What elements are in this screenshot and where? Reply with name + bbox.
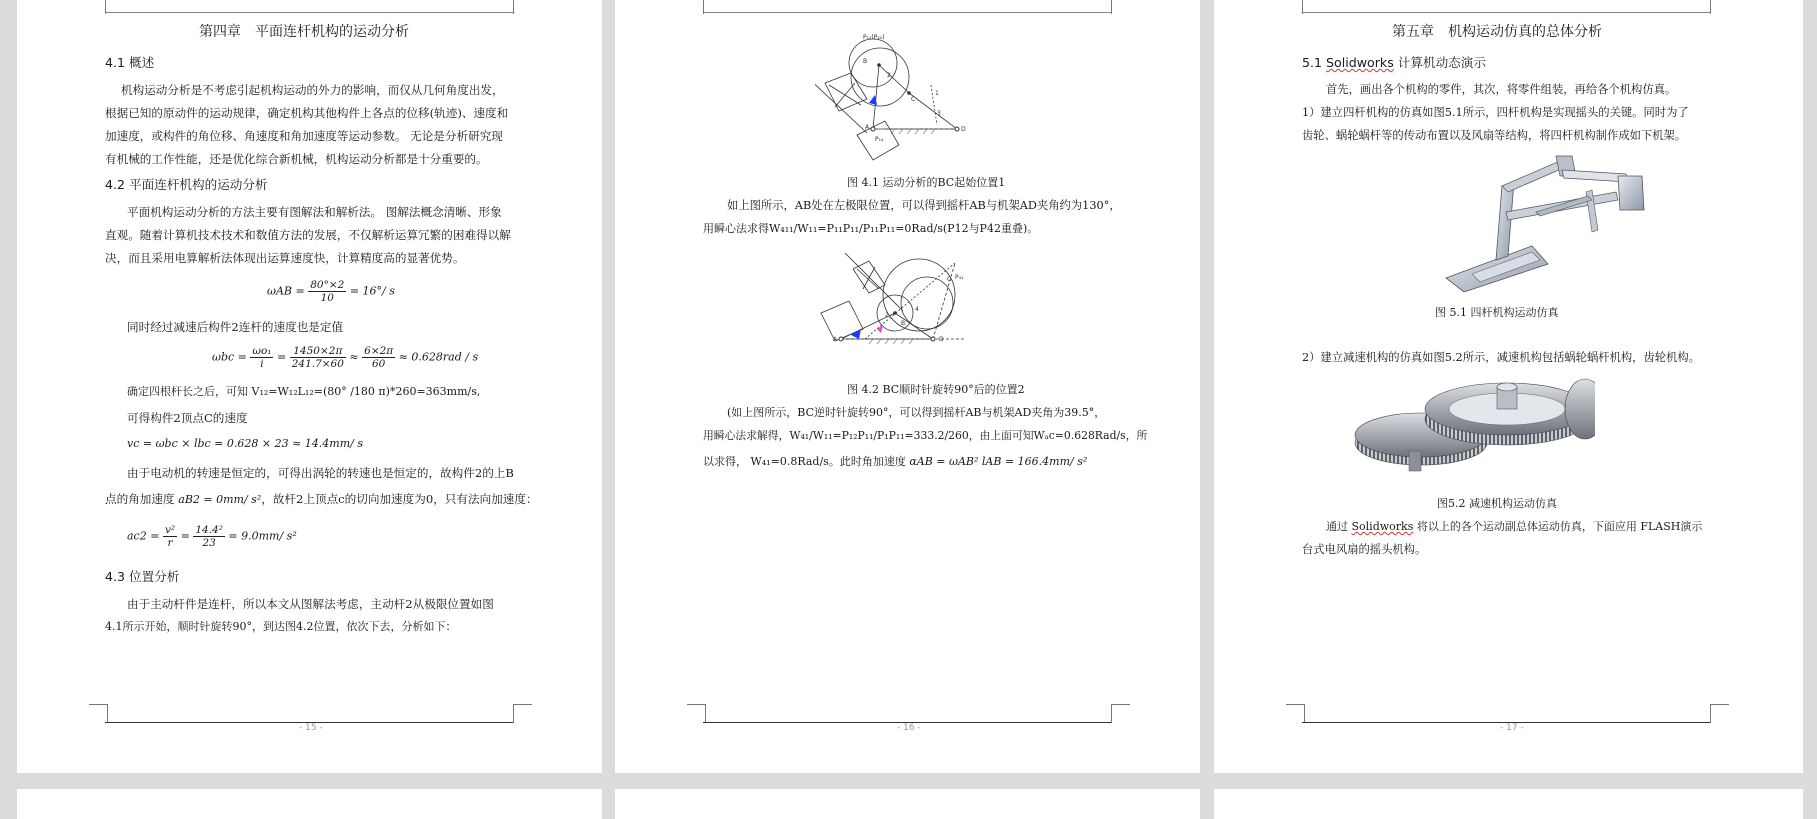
paragraph-line: (如上图所示，BC逆时针旋转90°，可以得到摇杆AB与机架AD夹角为39.5°， — [727, 406, 1106, 419]
section-heading: 4.1 概述 — [105, 55, 155, 70]
header-rule — [105, 12, 513, 13]
label-b: B — [901, 320, 906, 327]
page-17 — [1214, 0, 1803, 773]
paragraph-line: 4.1所示开始，顺时针旋转90°，到达图4.2位置，依次下去，分析如下： — [105, 620, 457, 633]
label-2: 2 — [885, 312, 889, 319]
equation-vc: vc = ωbc × lbc = 0.628 × 23 ≈ 14.4mm/ s — [127, 437, 364, 450]
paragraph-line: 平面机构运动分析的方法主要有图解法和解析法。 图解法概念清晰、形象 — [127, 205, 502, 219]
next-page-top — [615, 789, 1200, 819]
page-number: - 17 - — [1500, 723, 1524, 733]
next-page-top — [17, 789, 602, 819]
page-number: - 15 - — [299, 723, 323, 733]
paragraph-line: 决，而且采用电算解析法体现出运算速度快，计算精度高的显著优势。 — [105, 251, 465, 265]
paragraph-line: 如上图所示，AB处在左极限位置，可以得到摇杆AB与机架AD夹角约为130°， — [727, 199, 1121, 212]
figure-caption: 图 4.1 运动分析的BC起始位置1 — [847, 176, 1006, 189]
crop-mark — [1111, 704, 1130, 723]
paragraph-line: 2）建立减速机构的仿真如图5.2所示，减速机构包括蜗轮蜗杆机构，齿轮机构。 — [1302, 351, 1700, 364]
paragraph-line: 直观。随着计算机技术技术和数值方法的发展，不仅解析运算冗繁的困难得以解 — [105, 228, 511, 242]
paragraph-line: 点的角加速度 aB2 = 0mm/ s²，故杆2上顶点c的切向加速度为0，只有法向加速度： — [105, 492, 538, 506]
paragraph-line: 同时经过减速后构件2连杆的速度也是定值 — [127, 320, 344, 334]
paragraph-line: 由于电动机的转速是恒定的，可得出涡轮的转速也是恒定的，故构件2的上B — [127, 466, 514, 480]
label-p12: P₁₂(P₄₂) — [863, 34, 885, 41]
figure-caption: 图 4.2 BC顺时针旋转90°后的位置2 — [847, 383, 1025, 396]
crop-mark — [1710, 704, 1729, 723]
label-4: 4 — [915, 306, 919, 313]
gear-reducer-render — [1349, 373, 1609, 477]
chapter-title: 第五章 机构运动仿真的总体分析 — [1392, 24, 1602, 40]
paragraph-line: 根据已知的原动件的运动规律，确定机构其他构件上各点的位移(轨迹)、速度和 — [105, 106, 509, 120]
paragraph-line: 用瞬心法求得W₄₁₁/W₁₁=P₁₁P₁₁/P₁₁P₁₁=0Rad/s(P12与P42重叠)。 — [703, 222, 1039, 235]
figure-caption: 图 5.1 四杆机构运动仿真 — [1435, 306, 1559, 319]
label-b: B — [863, 58, 868, 65]
crop-mark — [687, 704, 706, 723]
crop-mark — [1286, 704, 1305, 723]
label-a: A — [865, 124, 870, 131]
equation-ac2: ac2 = $\frac{\text{v²}}{r}$ = $\frac{\text{14.4²}}{23}$ = 9.0mm/ s² — [127, 524, 297, 549]
paragraph-line: 首先，画出各个机构的零件，其次，将零件组装，再给各个机构仿真。 — [1326, 83, 1677, 96]
crop-mark — [105, 0, 124, 14]
label-d: D — [939, 336, 944, 343]
label-d: D — [961, 126, 966, 133]
crop-mark — [513, 704, 532, 723]
paragraph-line: 以求得， W₄₁=0.8Rad/s。此时角加速度 αAB = ωAB² lAB = 166.4mm/ s² — [703, 455, 1088, 468]
equation-omega-bc: ωbc = $\frac{\text{ωo₁}}{i}$ = $\frac{1450\times 2\pi}{241.7\times 60}$ ≈ $\frac{6\times 2\pi}{60}$ ≈ 0.628rad / s — [212, 345, 479, 370]
page-number: - 16 - — [897, 723, 921, 733]
section-heading: 4.2 平面连杆机构的运动分析 — [105, 177, 268, 192]
paragraph-line: 可得构件2顶点C的速度 — [127, 411, 248, 425]
crop-mark — [1302, 0, 1321, 14]
paragraph-line: 台式电风扇的摇头机构。 — [1302, 543, 1427, 556]
crop-mark — [89, 704, 108, 723]
header-rule — [1302, 12, 1710, 13]
paragraph-line: 齿轮、蜗轮蜗杆等的传动布置以及风扇等结构，将四杆机构制作成如下机架。 — [1302, 129, 1687, 142]
section-heading: 5.1 Solidworks 计算机动态演示 — [1302, 55, 1486, 70]
crop-mark — [703, 0, 722, 14]
mechanism-figure-4-1 — [815, 25, 985, 165]
paragraph-line: 1）建立四杆机构的仿真如图5.1所示，四杆机构是实现摇头的关键。同时为了 — [1302, 106, 1689, 119]
next-page-top — [1214, 789, 1803, 819]
four-bar-render — [1436, 152, 1654, 292]
header-rule — [703, 12, 1111, 13]
label-3: 3 — [937, 110, 941, 117]
chapter-title: 第四章 平面连杆机构的运动分析 — [199, 24, 409, 40]
paragraph-line: 有机械的工作性能，还是优化综合新机械，机构运动分析都是十分重要的。 — [105, 152, 488, 166]
equation-omega-ab: ωAB = $\frac{80^\circ\times 2}{10}$ = 16°/ s — [267, 279, 395, 304]
page-15 — [17, 0, 602, 773]
section-heading: 4.3 位置分析 — [105, 569, 180, 584]
page-16 — [615, 0, 1200, 773]
figure-caption: 图5.2 减速机构运动仿真 — [1437, 497, 1557, 510]
label-p14: P₁₄ — [875, 136, 884, 143]
crop-mark — [1692, 0, 1711, 14]
crop-mark — [495, 0, 514, 14]
label-1: 1 — [935, 90, 939, 97]
mechanism-figure-4-2 — [815, 245, 985, 380]
label-a: A — [833, 336, 838, 343]
paragraph-line: 加速度，或构件的角位移、角速度和角加速度等运动参数。 无论是分析研究现 — [105, 129, 503, 143]
paragraph-line: 通过 Solidworks 将以上的各个运动副总体运动仿真，下面应用 FLASH演示 — [1326, 520, 1703, 533]
crop-mark — [1093, 0, 1112, 14]
paragraph-line: 用瞬心法求解得，W₄₁/W₁₁=P₁₂P₁₁/P₁P₁₁=333.2/260，由上面可知Wₐc=0.628Rad/s，所 — [703, 429, 1148, 442]
paragraph-line: 由于主动杆件是连杆，所以本文从图解法考虑，主动杆2从极限位置如图 — [127, 597, 494, 611]
label-c: C — [911, 96, 916, 103]
label-2: 2 — [887, 72, 891, 79]
label-c: C — [947, 276, 952, 283]
label-p41: P₄₁ — [955, 274, 964, 281]
paragraph-line: 确定四根杆长之后，可知 V₁₂=W₁₂L₁₂=(80° /180 π)*260=363mm/s, — [127, 385, 481, 398]
paragraph-line: 机构运动分析是不考虑引起机构运动的外力的影响，而仅从几何角度出发， — [121, 83, 504, 97]
